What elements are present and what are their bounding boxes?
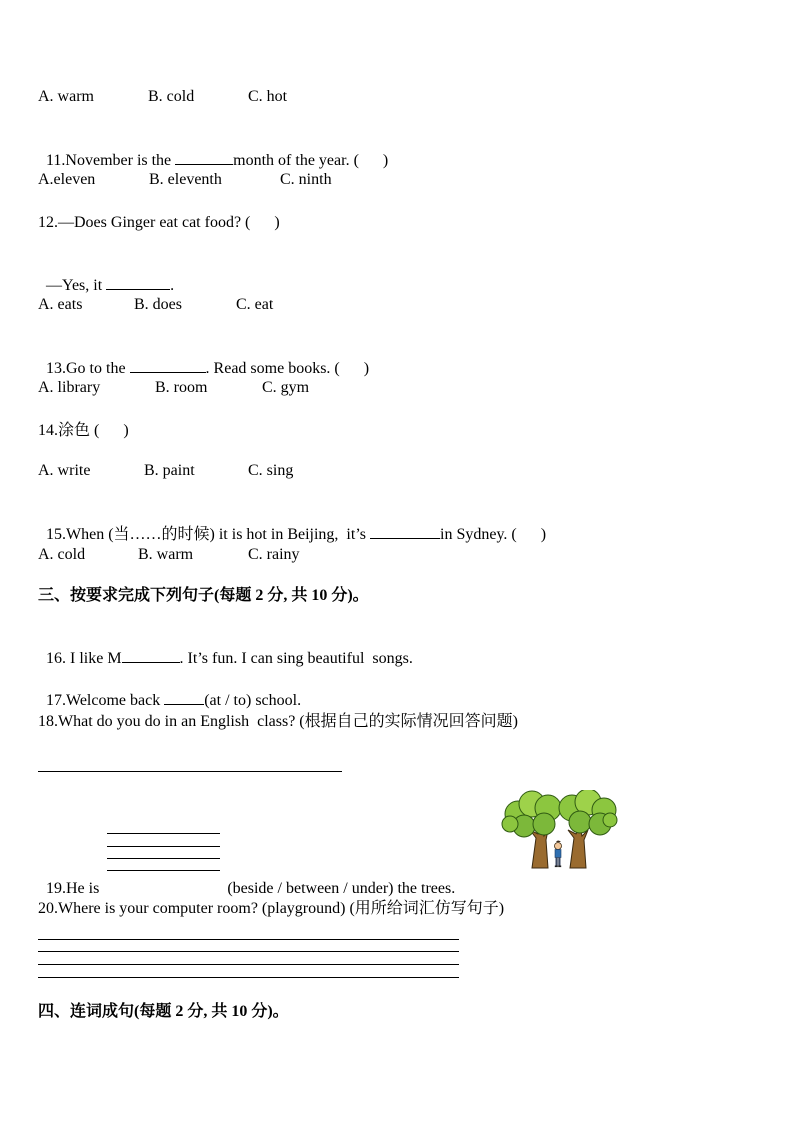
- q15-option-c: C. rainy: [248, 546, 300, 563]
- q11-option-a: A.eleven: [38, 171, 96, 188]
- boy-figure: [555, 841, 562, 868]
- section-4-heading: 四、连词成句(每题 2 分, 共 10 分)。: [38, 1003, 289, 1020]
- q13-option-b: B. room: [155, 379, 208, 396]
- q16-text-post: . It’s fun. I can sing beautiful songs.: [179, 650, 413, 667]
- q16-text-pre: 16. I like M: [46, 650, 122, 667]
- q12-reply-post: .: [170, 277, 175, 294]
- q10-option-b: B. cold: [148, 88, 195, 105]
- answer-blank[interactable]: [106, 275, 170, 290]
- q12-reply-pre: —Yes, it: [46, 277, 107, 294]
- q14-option-b: B. paint: [144, 462, 195, 479]
- writing-line[interactable]: [38, 977, 459, 978]
- trees-illustration: [500, 790, 618, 872]
- writing-line[interactable]: [38, 951, 459, 952]
- q14-option-a: A. write: [38, 462, 91, 479]
- q11-text-pre: 11.November is the: [46, 152, 176, 169]
- q19-text-pre: 19.He is: [46, 880, 104, 897]
- q12-option-c: C. eat: [236, 296, 274, 313]
- question-12: 12.—Does Ginger eat cat food? ( ): [38, 214, 280, 231]
- answer-line[interactable]: [38, 771, 342, 772]
- left-canopy: [502, 791, 561, 837]
- right-canopy: [559, 790, 617, 835]
- question-20: 20.Where is your computer room? (playground) (用所给词汇仿写句子): [38, 900, 505, 917]
- question-15: [38, 504, 546, 545]
- section-3-heading: 三、按要求完成下列句子(每题 2 分, 共 10 分)。: [38, 587, 369, 604]
- writing-line[interactable]: [107, 833, 220, 834]
- question-11: [38, 130, 388, 171]
- question-19: [38, 859, 455, 899]
- q13-text-pre: 13.Go to the: [46, 360, 130, 377]
- q19-text-post: (beside / between / under) the trees.: [227, 880, 456, 897]
- q11-text-post: month of the year. ( ): [233, 152, 389, 169]
- q10-option-a: A. warm: [38, 88, 94, 105]
- answer-blank[interactable]: [130, 358, 206, 373]
- q12-option-b: B. does: [134, 296, 182, 313]
- q13-option-c: C. gym: [262, 379, 310, 396]
- writing-line[interactable]: [107, 846, 220, 847]
- q11-option-c: C. ninth: [280, 171, 332, 188]
- q15-text-pre: 15.When (当……的时候) it is hot in Beijing, it’s: [46, 526, 370, 543]
- q10-option-c: C. hot: [248, 88, 288, 105]
- q17-text-post: (at / to) school.: [204, 692, 302, 709]
- q15-option-b: B. warm: [138, 546, 194, 563]
- q17-text-pre: 17.Welcome back: [46, 692, 165, 709]
- answer-blank[interactable]: [164, 690, 204, 705]
- q15-text-post: in Sydney. ( ): [440, 526, 547, 543]
- question-18: 18.What do you do in an English class? (根据自己的实际情况回答问题): [38, 713, 518, 730]
- writing-line[interactable]: [38, 939, 459, 940]
- answer-blank[interactable]: [175, 150, 233, 165]
- q15-option-a: A. cold: [38, 546, 86, 563]
- answer-blank[interactable]: [370, 524, 440, 539]
- question-14: 14.涂色 ( ): [38, 422, 129, 439]
- question-13: [38, 338, 369, 379]
- question-12-reply: [38, 255, 174, 296]
- question-16: [38, 628, 413, 669]
- question-17: [38, 670, 301, 711]
- q12-option-a: A. eats: [38, 296, 83, 313]
- q11-option-b: B. eleventh: [149, 171, 222, 188]
- writing-line[interactable]: [38, 964, 459, 965]
- answer-blank[interactable]: [122, 648, 180, 663]
- q13-text-post: . Read some books. ( ): [205, 360, 370, 377]
- q14-option-c: C. sing: [248, 462, 294, 479]
- q13-option-a: A. library: [38, 379, 101, 396]
